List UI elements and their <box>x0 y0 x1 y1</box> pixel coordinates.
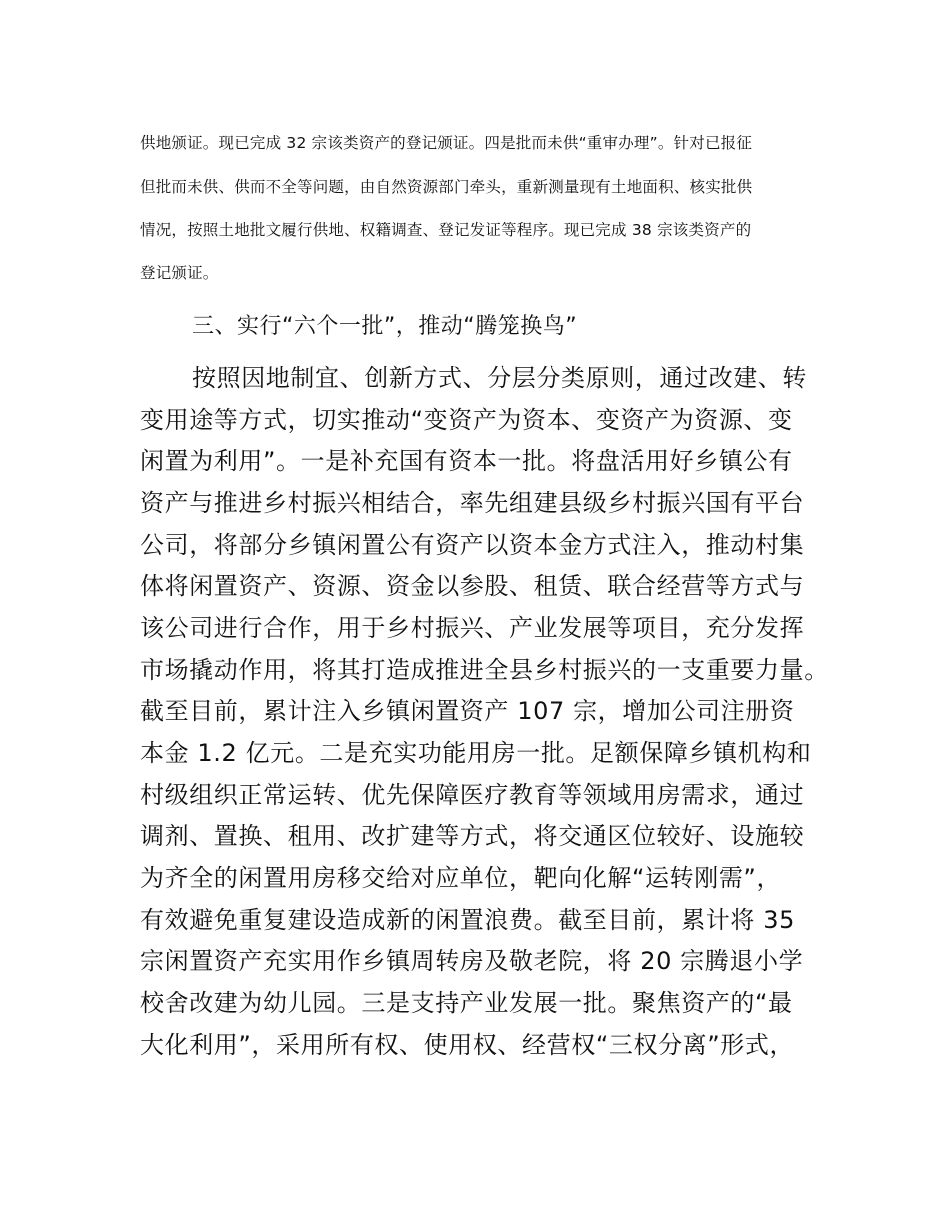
body-line: 村级组织正常运转、优先保障医疗教育等领域用房需求，通过 <box>140 781 805 809</box>
body-line: 大化利用”，采用所有权、使用权、经营权“三权分离”形式， <box>140 1031 795 1059</box>
body-line: 调剂、置换、租用、改扩建等方式，将交通区位较好、设施较 <box>140 822 805 850</box>
body-line: 校舍改建为幼儿园。三是支持产业发展一批。聚焦资产的“最 <box>140 989 793 1017</box>
body-line: 宗闲置资产充实用作乡镇周转房及敬老院，将 20 宗腾退小学 <box>140 947 804 975</box>
paragraph-line: 登记颁证。 <box>140 264 219 282</box>
body-line: 公司，将部分乡镇闲置公有资产以资本金方式注入，推动村集 <box>140 531 805 559</box>
body-line: 资产与推进乡村振兴相结合，率先组建县级乡村振兴国有平台 <box>140 489 805 517</box>
body-line: 有效避免重复建设造成新的闲置浪费。截至目前，累计将 35 <box>140 906 795 934</box>
section-heading: 三、实行“六个一批”，推动“腾笼换鸟” <box>192 314 578 339</box>
body-line: 截至目前，累计注入乡镇闲置资产 107 宗，增加公司注册资 <box>140 697 795 725</box>
body-line: 按照因地制宜、创新方式、分层分类原则，通过改建、转 <box>192 364 807 392</box>
paragraph-line: 情况，按照土地批文履行供地、权籍调查、登记发证等程序。现已完成 38 宗该类资产的 <box>140 221 752 239</box>
body-line: 体将闲置资产、资源、资金以参股、租赁、联合经营等方式与 <box>140 572 805 600</box>
body-line: 该公司进行合作，用于乡村振兴、产业发展等项目，充分发挥 <box>140 614 805 642</box>
body-line: 为齐全的闲置用房移交给对应单位，靶向化解“运转刚需”， <box>140 864 782 892</box>
body-line: 本金 1.2 亿元。二是充实功能用房一批。足额保障乡镇机构和 <box>140 739 812 767</box>
paragraph-line: 但批而未供、供而不全等问题，由自然资源部门牵头，重新测量现有土地面积、核实批供 <box>140 178 753 196</box>
body-line: 闲置为利用”。一是补充国有资本一批。将盘活用好乡镇公有 <box>140 447 793 475</box>
body-line: 市场撬动作用，将其打造成推进全县乡村振兴的一支重要力量。 <box>140 656 829 684</box>
body-line: 变用途等方式，切实推动“变资产为资本、变资产为资源、变 <box>140 406 793 434</box>
paragraph-line: 供地颁证。现已完成 32 宗该类资产的登记颁证。四是批而未供“重审办理”。针对已报征 <box>140 134 753 152</box>
